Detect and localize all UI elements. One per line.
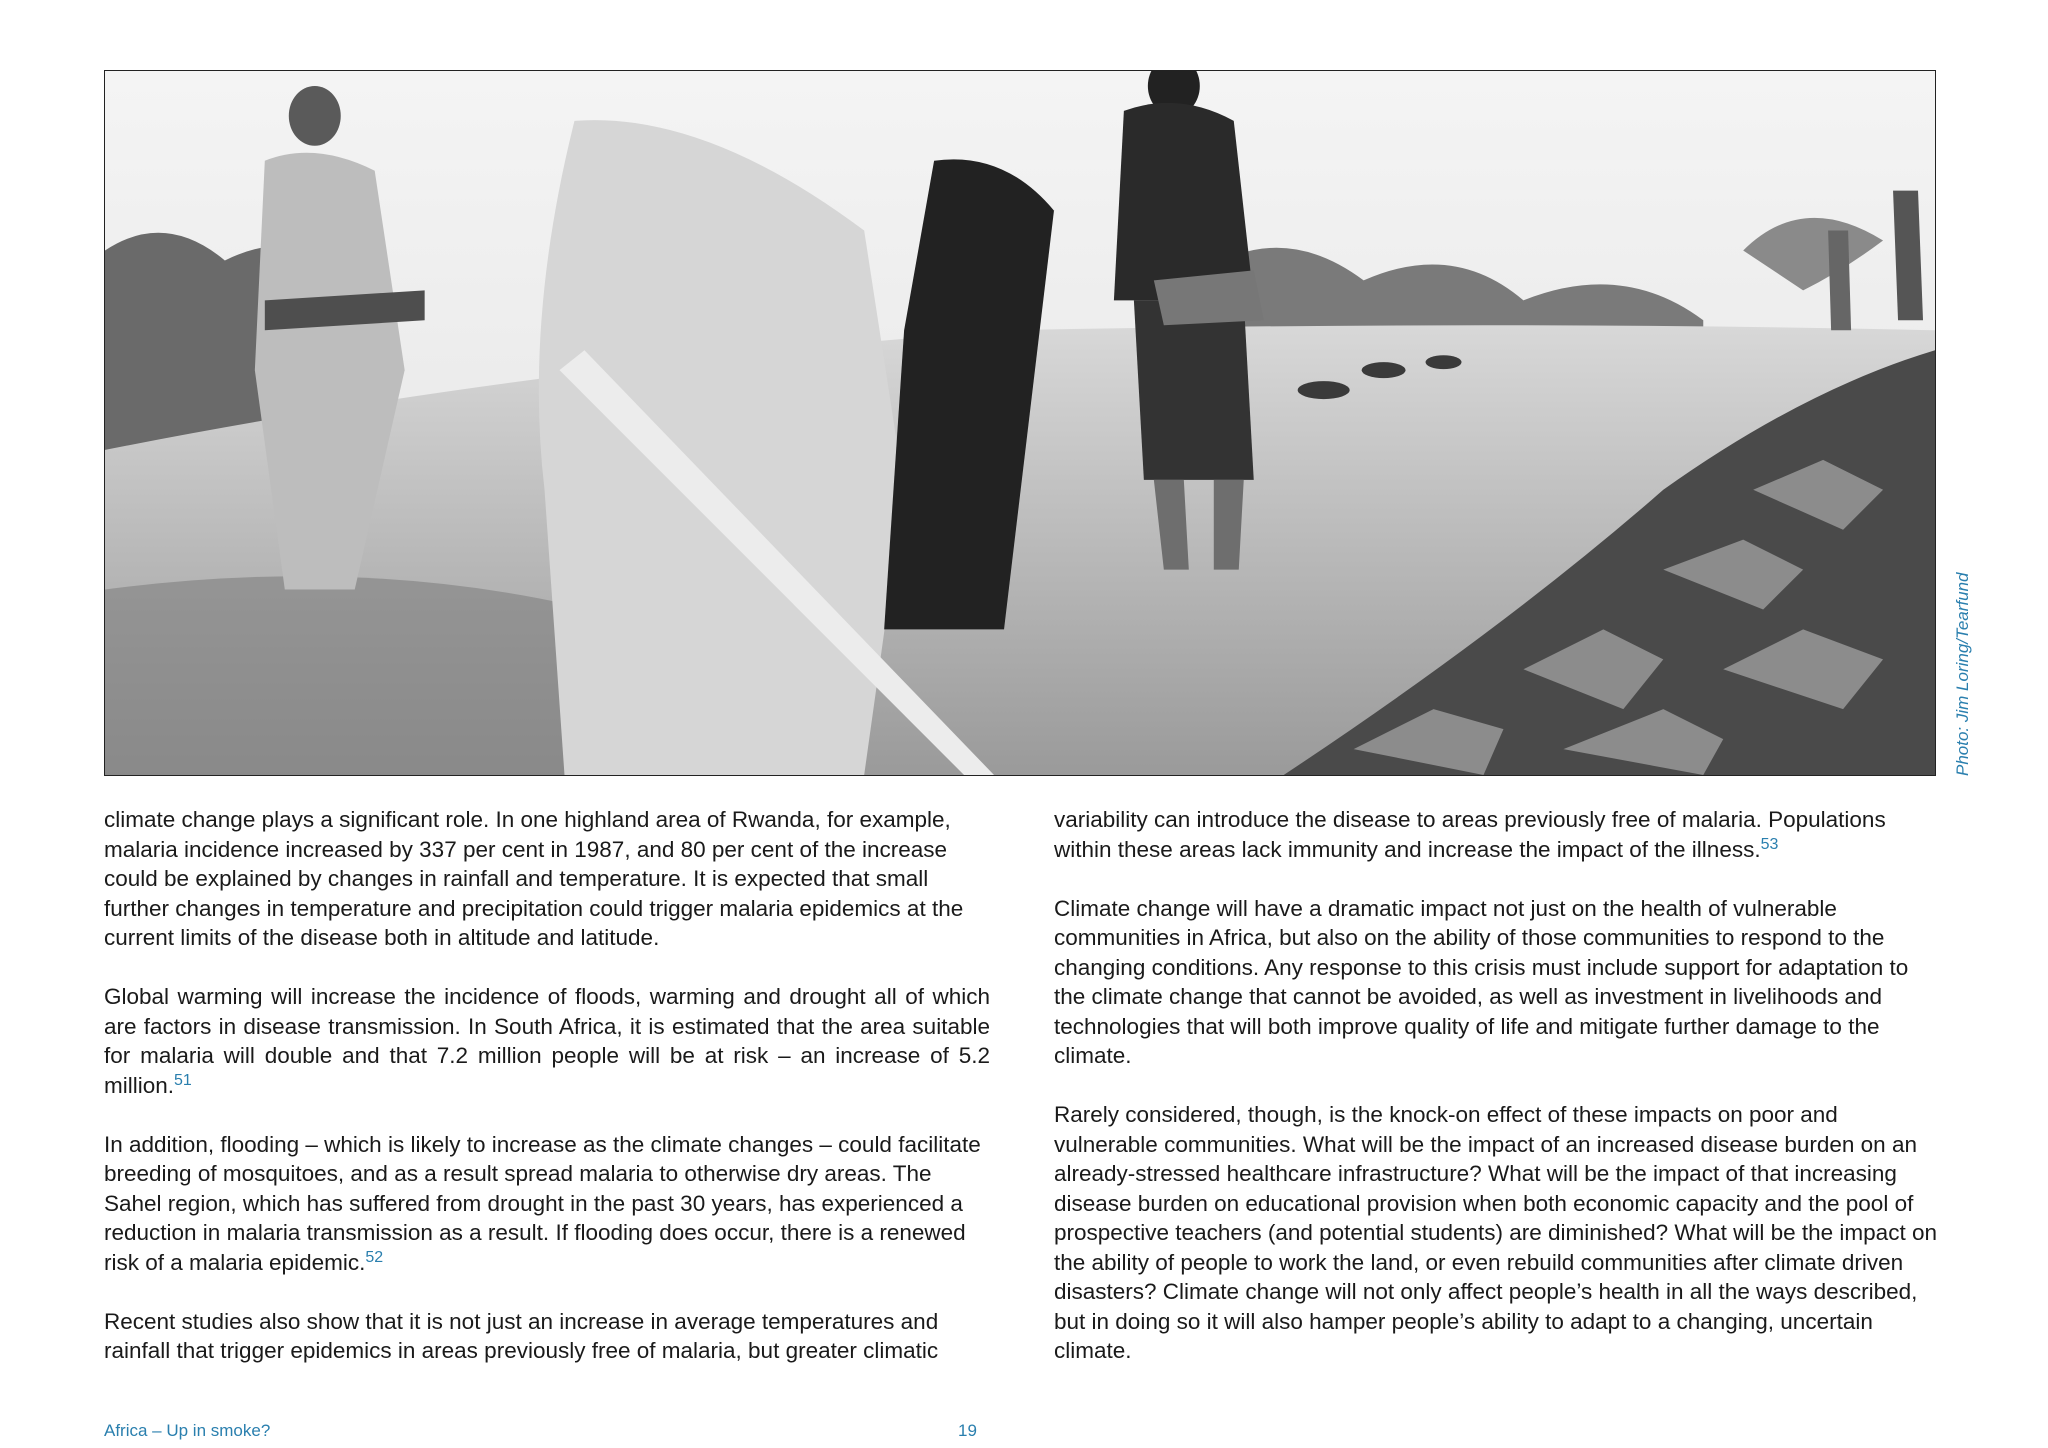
paragraph-text: Global warming will increase the incidence of floods, warming and drought all of which are factors in disease transmission. In South Africa, it is estimated that the area suitable for malaria will double and that 7.2 million people will be at risk – an increase of 5.2 million. [104,984,990,1098]
photo-credit: Photo: Jim Loring/Tearfund [1953,572,1972,776]
paragraph-text: Rarely considered, though, is the knock-on effect of these impacts on poor and vulnerable communities. What will be the impact of an increased disease burden on an already-stressed healthcare infrastructure? What will be the impact of that increasing disease burden on educational provision when both economic capacity and the pool of prospective teachers (and potential students) are diminished? What will be the impact on the ability of people to work the land, or even rebuild communities after climate driven disasters? Climate change will not only affect people’s health in all the ways described, but in doing so it will also hamper people’s ability to adapt to a changing, uncertain climate. [1054,1102,1937,1363]
paragraph [1054,805,1940,864]
paragraph [104,982,990,1100]
left-column [104,805,990,1395]
page-number: 19 [958,1421,977,1440]
photo-workers-building-stone-wall-icon [105,71,1935,775]
paragraph-text: Climate change will have a dramatic impact not just on the health of vulnerable communities in Africa, but also on the ability of those communities to respond to the changing conditions. Any response to this crisis must include support for adaptation to the climate change that cannot be avoided, as well as investment in livelihoods and technologies that will both improve quality of life and mitigate further damage to the climate. [1054,895,1909,1068]
right-column [1054,805,1940,1395]
paragraph [1054,1100,1940,1366]
photo [104,70,1936,776]
footer-title: Africa – Up in smoke? [104,1421,271,1440]
paragraph [104,1307,990,1366]
paragraph-text: In addition, flooding – which is likely to increase as the climate changes – could facilitate breeding of mosquitoes, and as a result spread malaria to otherwise dry areas. The Sahel region, which has suffered from drought in the past 30 years, has experienced a reduction in malaria transmission as a result. If flooding does occur, there is a renewed risk of a malaria epidemic. [104,1131,981,1275]
footnote-ref[interactable]: 52 [365,1248,384,1266]
paragraph [104,805,990,953]
paragraph-text: Recent studies also show that it is not just an increase in average temperatures and rainfall that trigger epidemics in areas previously free of malaria, but greater climatic [104,1308,939,1363]
footnote-ref[interactable]: 53 [1760,835,1779,853]
paragraph-text: variability can introduce the disease to areas previously free of malaria. Populations within these areas lack immunity and increase the impact of the illness. [1054,807,1886,862]
paragraph [1054,894,1940,1071]
footnote-ref[interactable]: 51 [174,1071,192,1089]
paragraph [104,1130,990,1278]
paragraph-text: climate change plays a significant role. In one highland area of Rwanda, for example, malaria incidence increased by 337 per cent in 1987, and 80 per cent of the increase could be explained by changes in rainfall and temperature. It is expected that small further changes in temperature and precipitation could trigger malaria epidemics at the current limits of the disease both in altitude and latitude. [104,807,964,950]
